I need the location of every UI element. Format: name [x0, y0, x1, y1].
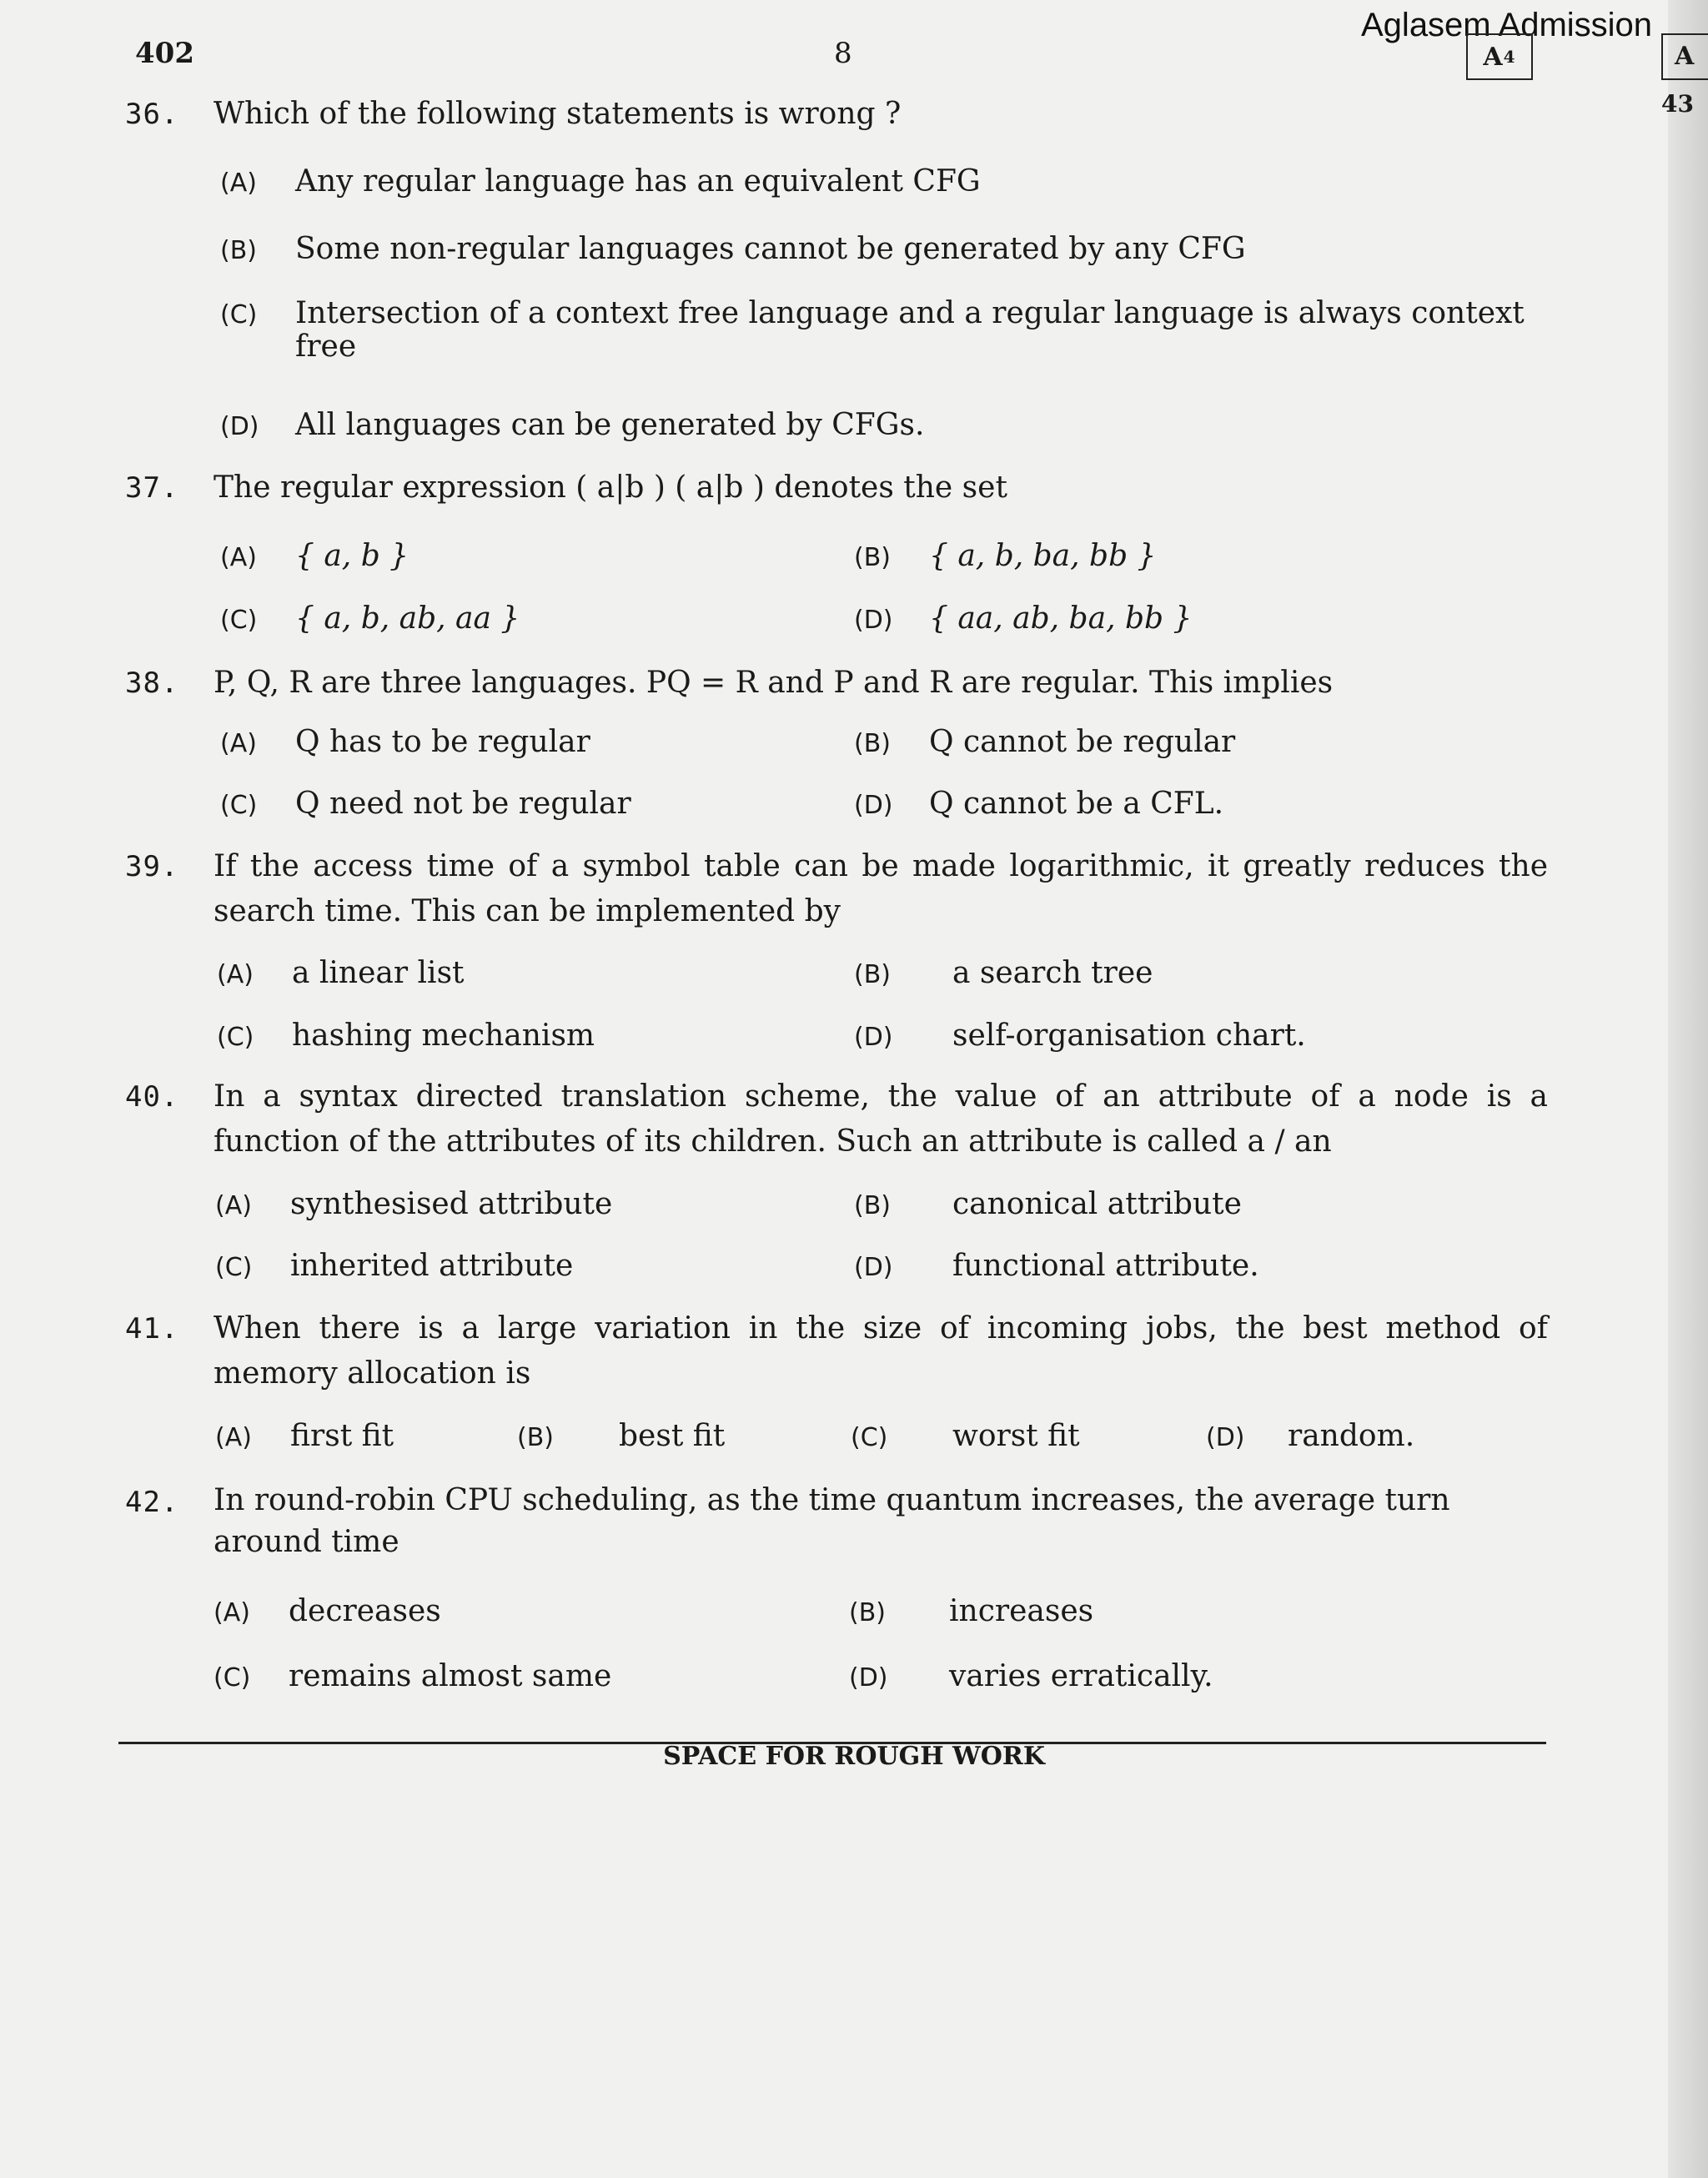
- question-text: When there is a large variation in the size of incoming jobs, the best method of memory allocation is: [214, 1311, 1548, 1391]
- option-label: (D): [854, 1253, 893, 1282]
- series-box: [1466, 33, 1533, 80]
- option-36-b[interactable]: [220, 231, 1571, 269]
- option-text: decreases: [289, 1594, 441, 1628]
- option-38-a[interactable]: [220, 724, 590, 762]
- rough-work-heading: SPACE FOR ROUGH WORK: [663, 1742, 1045, 1771]
- option-text: { aa, ab, ba, bb }: [929, 601, 1193, 636]
- adjacent-page-edge: [1668, 0, 1708, 2178]
- option-text: Some non-regular languages cannot be generated by any CFG: [295, 232, 1246, 266]
- option-42-a[interactable]: [214, 1593, 441, 1632]
- option-text: varies erratically.: [949, 1659, 1213, 1693]
- option-37-d[interactable]: [854, 601, 1192, 639]
- option-text: synthesised attribute: [290, 1187, 613, 1221]
- option-label: (C): [220, 300, 258, 329]
- option-label: (C): [220, 791, 258, 820]
- edge-page-number: 43: [1661, 90, 1694, 118]
- option-label: (C): [214, 1663, 251, 1693]
- option-41-c[interactable]: [851, 1418, 1080, 1456]
- option-41-d[interactable]: [1206, 1418, 1414, 1456]
- option-label: (B): [849, 1598, 886, 1627]
- option-label: (D): [849, 1663, 888, 1693]
- question-text: If the access time of a symbol table can be made logarithmic, it greatly reduces the search time. This can be implemented by: [214, 849, 1548, 928]
- question-number: 41.: [125, 1312, 179, 1346]
- question-39: [125, 844, 1548, 934]
- question-38: [125, 661, 1548, 706]
- option-text: functional attribute.: [952, 1249, 1259, 1283]
- option-38-c[interactable]: [220, 786, 631, 824]
- option-text: { a, b, ba, bb }: [929, 539, 1157, 573]
- option-label: (B): [517, 1423, 554, 1452]
- option-text: Intersection of a context free language and a regular language is always context free: [295, 296, 1525, 364]
- question-number: 39.: [125, 850, 179, 883]
- question-text: P, Q, R are three languages. PQ = R and P and R are regular. This implies: [214, 666, 1334, 700]
- option-39-d[interactable]: [854, 1018, 1306, 1056]
- option-40-a[interactable]: [215, 1186, 612, 1225]
- option-label: (D): [854, 606, 893, 635]
- option-text: Any regular language has an equivalent CFG: [295, 164, 981, 199]
- question-number: 42.: [125, 1486, 179, 1519]
- option-text: Q cannot be regular: [929, 725, 1236, 759]
- question-number: 38.: [125, 666, 179, 700]
- option-42-c[interactable]: [214, 1658, 611, 1697]
- option-40-b[interactable]: [854, 1186, 1242, 1225]
- question-36: [125, 92, 1548, 137]
- option-37-a[interactable]: [220, 538, 409, 576]
- option-label: (D): [220, 412, 259, 441]
- option-text: best fit: [619, 1419, 726, 1453]
- question-41: [125, 1306, 1548, 1396]
- option-36-d[interactable]: [220, 407, 1571, 445]
- option-text: increases: [949, 1594, 1094, 1628]
- option-41-a[interactable]: [215, 1418, 394, 1456]
- option-39-a[interactable]: [217, 955, 465, 993]
- question-40: [125, 1074, 1548, 1164]
- option-label: (B): [220, 236, 257, 265]
- option-37-b[interactable]: [854, 538, 1156, 576]
- option-label: (C): [215, 1253, 253, 1282]
- question-37: [125, 465, 1548, 511]
- option-label: (C): [220, 606, 258, 635]
- question-text: In a syntax directed translation scheme, the value of an attribute of a node is a function of the attributes of its children. Such an attribute is called a / an: [214, 1079, 1548, 1159]
- option-39-c[interactable]: [217, 1018, 595, 1056]
- question-text: Which of the following statements is wrong ?: [214, 97, 902, 131]
- option-text: Q has to be regular: [295, 725, 590, 759]
- option-text: inherited attribute: [290, 1249, 574, 1283]
- option-label: (A): [220, 169, 257, 198]
- paper-code: 402: [135, 37, 194, 70]
- option-39-b[interactable]: [854, 955, 1153, 993]
- option-text: first fit: [290, 1419, 394, 1453]
- option-text: All languages can be generated by CFGs.: [295, 408, 925, 442]
- option-label: (C): [851, 1423, 888, 1452]
- series-sub: 4: [1503, 47, 1516, 67]
- option-text: a linear list: [292, 956, 465, 990]
- question-number: 36.: [125, 98, 179, 131]
- option-label: (D): [854, 1023, 893, 1052]
- option-text: random.: [1288, 1419, 1415, 1453]
- option-label: (B): [854, 1191, 891, 1220]
- option-42-d[interactable]: [849, 1658, 1213, 1697]
- option-37-c[interactable]: [220, 601, 520, 639]
- option-36-a[interactable]: [220, 163, 1571, 202]
- page-number: 8: [834, 37, 852, 70]
- question-text: The regular expression ( a|b ) ( a|b ) denotes the set: [214, 470, 1007, 505]
- option-text: hashing mechanism: [292, 1019, 595, 1053]
- option-42-b[interactable]: [849, 1593, 1093, 1632]
- option-text: { a, b }: [295, 539, 409, 573]
- option-36-c[interactable]: [220, 297, 1555, 364]
- option-label: (A): [220, 543, 257, 572]
- option-label: (A): [217, 960, 254, 989]
- brand-watermark: Aglasem Admission: [1361, 7, 1653, 43]
- option-text: Q need not be regular: [295, 787, 631, 821]
- option-label: (A): [220, 729, 257, 758]
- question-number: 40.: [125, 1080, 179, 1114]
- option-label: (D): [1206, 1423, 1245, 1452]
- option-38-b[interactable]: [854, 724, 1235, 762]
- question-text: In round-robin CPU scheduling, as the time quantum increases, the average turn around time: [214, 1483, 1450, 1559]
- option-label: (B): [854, 543, 891, 572]
- option-text: self-organisation chart.: [952, 1019, 1306, 1053]
- option-40-d[interactable]: [854, 1248, 1259, 1286]
- option-label: (C): [217, 1023, 254, 1052]
- series-letter: A: [1483, 42, 1504, 72]
- option-text: canonical attribute: [952, 1187, 1242, 1221]
- option-label: (B): [854, 729, 891, 758]
- option-label: (B): [854, 960, 891, 989]
- option-38-d[interactable]: [854, 786, 1223, 824]
- option-41-b[interactable]: [517, 1418, 725, 1456]
- question-number: 37.: [125, 471, 179, 505]
- option-text: remains almost same: [289, 1659, 612, 1693]
- option-label: (A): [214, 1598, 250, 1627]
- question-42: [125, 1480, 1548, 1563]
- option-text: Q cannot be a CFL.: [929, 787, 1224, 821]
- option-text: worst fit: [952, 1419, 1080, 1453]
- edge-series-box: A: [1661, 33, 1708, 80]
- option-text: { a, b, ab, aa }: [295, 601, 520, 636]
- option-text: a search tree: [952, 956, 1153, 990]
- option-40-c[interactable]: [215, 1248, 573, 1286]
- option-label: (D): [854, 791, 893, 820]
- option-label: (A): [215, 1191, 252, 1220]
- option-label: (A): [215, 1423, 252, 1452]
